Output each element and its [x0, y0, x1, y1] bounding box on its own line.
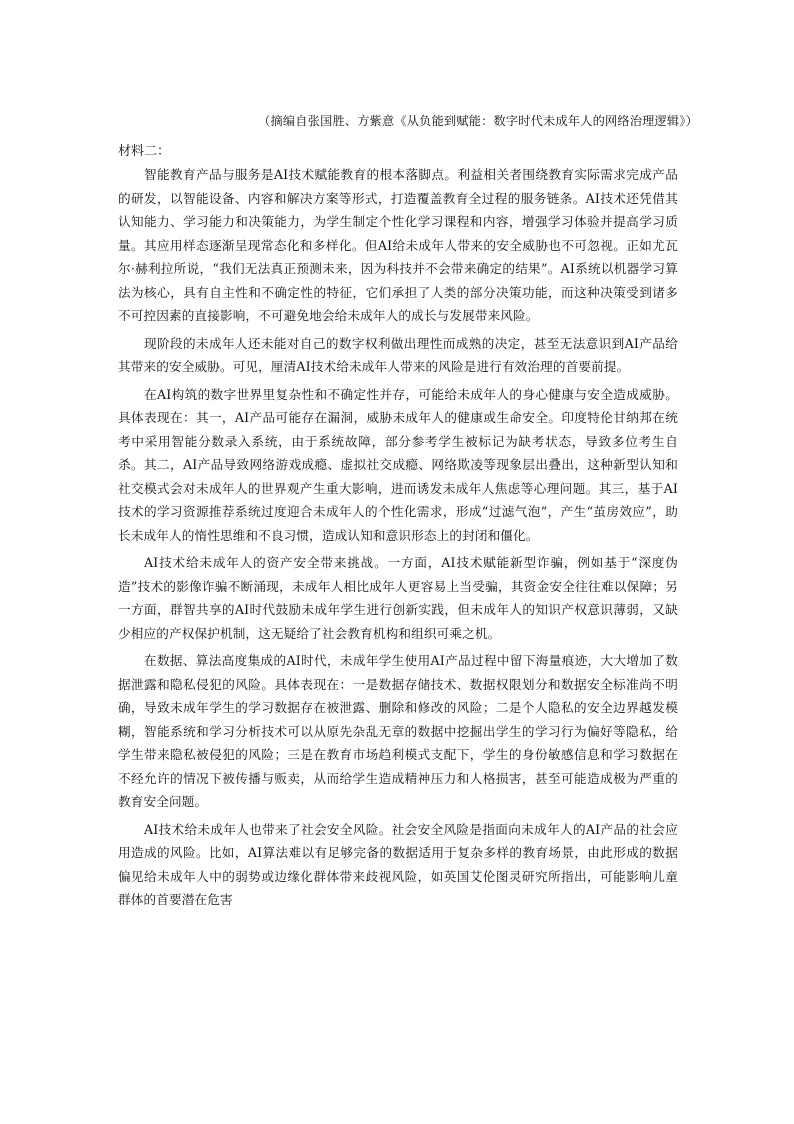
- article-body: [118, 163, 678, 916]
- paragraph: AI技术给未成年人也带来了社会安全风险。社会安全风险是指面向未成年人的AI产品的社会应用造成的风险。比如，AI算法难以有足够完备的数据适用于复杂多样的教育场景，由此形成的数据偏见给未成年人中的弱势或边缘化群体带来歧视风险，如英国艾伦图灵研究所指出，可能影响儿童群体的首要潜在危害: [118, 821, 678, 907]
- paragraph: 智能教育产品与服务是AI技术赋能教育的根本落脚点。利益相关者围绕教育实际需求完成产品的研发，以智能设备、内容和解决方案等形式，打造覆盖教育全过程的服务链条。AI技术还凭借其认知能力、学习能力和决策能力，为学生制定个性化学习课程和内容，增强学习体验并提高学习质量。其应用样态逐渐呈现常态化和多样化。但AI给未成年人带来的安全威胁也不可忽视。正如尤瓦尔·赫利拉所说，“我们无法真正预测未来，因为科技并不会带来确定的结果”。AI系统以机器学习算法为核心，具有自主性和不确定性的特征，它们承担了人类的部分决策功能，而这种决策受到诸多不可控因素的直接影响，不可避免地会给未成年人的成长与发展带来风险。: [118, 167, 678, 323]
- paragraph: 在数据、算法高度集成的AI时代，未成年学生使用AI产品过程中留下海量痕迹，大大增加了数据泄露和隐私侵犯的风险。具体表现在：一是数据存储技术、数据权限划分和数据安全标准尚不明确，导致未成年学生的学习数据存在被泄露、删除和修改的风险；二是个人隐私的安全边界越发模糊，智能系统和学习分析技术可以从原先杂乱无章的数据中挖掘出学生的学习行为偏好等隐私，给学生带来隐私被侵犯的风险；三是在教育市场趋利模式支配下，学生的身份敏感信息和学习数据在不经允许的情况下被传播与贩卖，从而给学生造成精神压力和人格损害，甚至可能造成极为严重的教育安全问题。: [118, 653, 678, 809]
- material-heading: 材料二：: [118, 144, 171, 159]
- paragraph: 现阶段的未成年人还未能对自己的数字权利做出理性而成熟的决定，甚至无法意识到AI产品给其带来的安全威胁。可见，厘清AI技术给未成年人带来的风险是进行有效治理的首要前提。: [118, 335, 678, 374]
- paragraph: 在AI构筑的数字世界里复杂性和不确定性并存，可能给未成年人的身心健康与安全造成威胁。具体表现在：其一，AI产品可能存在漏洞，威胁未成年人的健康或生命安全。印度特伦甘纳邦在统考中采用智能分数录入系统，由于系统故障，部分参考学生被标记为缺考状态，导致多位考生自杀。其二，AI产品导致网络游戏成瘾、虚拟社交成瘾、网络欺凌等现象层出叠出，这种新型认知和社交模式会对未成年人的世界观产生重大影响，进而诱发未成年人焦虑等心理问题。其三，基于AI技术的学习资源推荐系统过度迎合未成年人的个性化需求，形成“过滤气泡”，产生“茧房效应”，助长未成年人的惰性思维和不良习惯，造成认知和意识形态上的封闭和僵化。: [118, 386, 678, 543]
- paragraph: AI技术给未成年人的资产安全带来挑战。一方面，AI技术赋能新型诈骗，例如基于“深度伪造”技术的影像诈骗不断涌现，未成年人相比成年人更容易上当受骗，其资金安全往往难以保障；另一方面，群智共享的AI时代鼓励未成年学生进行创新实践，但未成年人的知识产权意识薄弱，又缺少相应的产权保护机制，这无疑给了社会教育机构和组织可乘之机。: [118, 555, 678, 641]
- source-citation: （摘编自张国胜、方紫意《从负能到赋能：数字时代未成年人的网络治理逻辑》）: [258, 114, 698, 128]
